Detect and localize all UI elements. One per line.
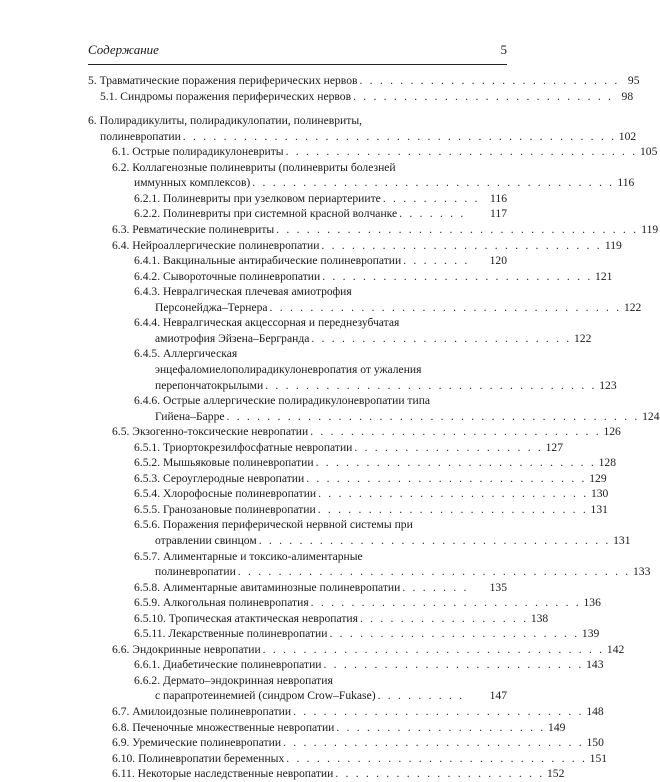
toc-page-number: 120 (489, 254, 507, 268)
toc-entry-title: 6.4.2. Сывороточные полиневропатии (134, 269, 321, 283)
toc-entry-6-10[interactable]: 6.10. Полиневропатии беременных . . . . . . . . . . . . . . . . . . . . . . . . . . . . . . 151 (112, 751, 608, 765)
toc-entry-6-4-6-line1: 6.4.6. Острые аллергические полирадикулоневропатии типа (134, 394, 431, 407)
toc-entry-6-5-10[interactable]: 6.5.10. Тропическая атактическая невропатия . . . . . . . . . . . . . . . . . 138 (134, 611, 549, 625)
toc-entry-6-4-5[interactable]: перепончатокрылыми . . . . . . . . . . . . . . . . . . . . . . . . . . . . . . . . . 123 (155, 378, 617, 392)
toc-entry-title: 6.5.2. Мышьяковые полиневропатии (134, 456, 314, 470)
toc-entry-title: с парапротеинемией (синдром Crow–Fukase) (155, 689, 376, 703)
toc-entry-6-6-2-line1: 6.6.2. Дермато–эндокринная невропатия (134, 673, 333, 687)
toc-page-number: 151 (589, 751, 608, 765)
toc-entry-title: 6.10. Полиневропатии беременных (112, 751, 285, 765)
toc-entry-title: 6.6.1. Диабетические полиневропатии (134, 658, 322, 672)
toc-entry-6-6-2[interactable]: с парапротеинемией (синдром Crow–Fukase) . . . . . . . . . 147 (155, 689, 507, 703)
toc-entry-6-4-4-line1: 6.4.4. Невралгическая акцессорная и переднезубчатая (134, 316, 400, 330)
running-header (88, 42, 507, 62)
toc-entry-6-5-7[interactable]: полиневропатии . . . . . . . . . . . . . . . . . . . . . . . . . . . . . . . . . . . . . . . 133 (155, 565, 651, 579)
toc-entry-title: 6.5.10. Тропическая атактическая невропатия (134, 611, 358, 625)
toc-entry-6-2-2[interactable]: 6.2.2. Полиневриты при системной красной волчанке . . . . . . . 117 (134, 207, 507, 221)
toc-entry-title: 6.5.11. Лекарственные полиневропатии (134, 627, 328, 641)
toc-entry-title: полиневропатии (100, 129, 181, 143)
toc-entry-title: 6.1. Острые полирадикулоневриты (112, 145, 284, 159)
toc-page-number: 135 (489, 580, 507, 594)
toc-entry-title: 6.11. Некоторые наследственные невропатии (112, 767, 334, 781)
toc-entry-title: 6.7. Амилоидозные полиневропатии (112, 705, 292, 718)
toc-entry-title: иммунных комплексов) (134, 176, 251, 190)
toc-entry-title: Персонейджа–Тернера (155, 300, 268, 314)
toc-page-number: 122 (623, 300, 642, 314)
toc-page-number: 119 (604, 238, 622, 252)
toc-entry-6-4-5-line2: энцефаломиелополирадикулоневропатия от ужаления (155, 362, 422, 376)
toc-entry-5-1[interactable]: 5.1. Синдромы поражения периферических нервов . . . . . . . . . . . . . . . . . . . . . . . . . . 98 (100, 89, 634, 103)
toc-page-number: 143 (586, 658, 604, 672)
toc-page-number: 133 (633, 565, 651, 579)
toc-entry-ch6[interactable]: полиневропатии . . . . . . . . . . . . . . . . . . . . . . . . . . . . . . . . . . . . . . . . . . . 102 (100, 129, 637, 143)
toc-page-number: 98 (621, 89, 634, 103)
toc-entry-title: полиневропатии (155, 565, 236, 579)
toc-entry-6-5-5[interactable]: 6.5.5. Гранозановые полиневропатии . . . . . . . . . . . . . . . . . . . . . . . . . . . 131 (134, 502, 608, 516)
toc-entry-title: 6.3. Ревматические полиневриты (112, 223, 275, 236)
toc-entry-6-2-1[interactable]: 6.2.1. Полиневриты при узелковом периартериите . . . . . . . . . . 116 (134, 191, 507, 205)
toc-entry-6-5-1[interactable]: 6.5.1. Триортокрезилфосфатные невропатии . . . . . . . . . . . . . . . . . . . 127 (134, 440, 564, 454)
toc-page-number: 122 (574, 331, 592, 345)
toc-entry-6-11[interactable]: 6.11. Некоторые наследственные невропатии . . . . . . . . . . . . . . . . . . . . . 152 (112, 767, 565, 781)
toc-entry-6-5-8[interactable]: 6.5.8. Алиментарные авитаминозные полиневропатии . . . . . . . 135 (134, 580, 507, 594)
toc-entry-6-7[interactable]: 6.7. Амилоидозные полиневропатии . . . . . . . . . . . . . . . . . . . . . . . . . . . . . 148 (112, 705, 604, 718)
toc-entry-6-4-4[interactable]: амиотрофия Эйзена–Бергранда . . . . . . . . . . . . . . . . . . . . . . . . . . 122 (155, 331, 592, 345)
toc-page-number: 95 (627, 74, 640, 87)
toc-entry-6-5-7-line1: 6.5.7. Алиментарные и токсико-алиментарные (134, 549, 363, 563)
toc-entry-6-5[interactable]: 6.5. Экзогенно-токсические невропатии . . . . . . . . . . . . . . . . . . . . . . . . . . . . . 126 (112, 425, 621, 439)
toc-entry-title: 6.5.4. Хлорофосные полиневропатии (134, 487, 317, 501)
header-rule (88, 64, 507, 65)
toc-entry-6-1[interactable]: 6.1. Острые полирадикулоневриты . . . . . . . . . . . . . . . . . . . . . . . . . . . . . . . . . . . 105 (112, 145, 658, 159)
toc-page-number: 149 (548, 720, 566, 734)
toc-page-number: 119 (641, 223, 659, 236)
toc-page-number: 121 (595, 269, 613, 283)
toc-page-number: 123 (599, 378, 617, 392)
toc-entry-6-4-3[interactable]: Персонейджа–Тернера . . . . . . . . . . . . . . . . . . . . . . . . . . . . . . . . . . . 122 (155, 300, 642, 314)
header-page-number: 5 (500, 42, 507, 57)
toc-page-number: 147 (489, 689, 507, 703)
toc-entry-6-4-6[interactable]: Гийена–Барре . . . . . . . . . . . . . . . . . . . . . . . . . . . . . . . . . . . . . . . . . 124 (155, 409, 660, 423)
toc-entry-title: 6.5.1. Триортокрезилфосфатные невропатии (134, 440, 353, 454)
toc-entry-ch6-line1: 6. Полирадикулиты, полирадикулопатии, полиневриты, (88, 114, 363, 128)
toc-entry-title: перепончатокрылыми (155, 378, 264, 392)
toc-entry-6-6-1[interactable]: 6.6.1. Диабетические полиневропатии . . . . . . . . . . . . . . . . . . . . . . . . . . 143 (134, 658, 604, 672)
toc-entry-title: 6.5.3. Сероуглеродные невропатии (134, 471, 305, 485)
toc-entry-6-6[interactable]: 6.6. Эндокринные невропатии . . . . . . . . . . . . . . . . . . . . . . . . . . . . . . . . . . 142 (112, 642, 625, 656)
toc-page-number: 152 (546, 767, 565, 781)
toc-entry-6-3[interactable]: 6.3. Ревматические полиневриты . . . . . . . . . . . . . . . . . . . . . . . . . . . . . . . . . . . . 119 (112, 223, 659, 236)
toc-page-number: 127 (545, 440, 564, 454)
toc-entry-title: 6.2.2. Полиневриты при системной красной волчанке (134, 207, 398, 221)
toc-page-number: 129 (589, 471, 607, 485)
toc-entry-title: 6.2.1. Полиневриты при узелковом периартериите (134, 191, 381, 205)
toc-page-number: 116 (490, 191, 507, 205)
toc-entry-title: 5.1. Синдромы поражения периферических нервов (100, 89, 352, 103)
toc-page-number: 105 (639, 145, 658, 159)
toc-page-number: 131 (613, 534, 631, 547)
toc-page-number: 138 (530, 611, 549, 625)
toc-entry-title: 6.5. Экзогенно-токсические невропатии (112, 425, 309, 439)
toc-entry-6-5-6-line1: 6.5.6. Поражения периферической нервной системы при (134, 518, 413, 532)
toc-entry-title: 5. Травматические поражения периферических нервов (88, 74, 358, 87)
toc-entry-title: 6.6. Эндокринные невропатии (112, 642, 261, 656)
toc-page-number: 139 (581, 627, 600, 641)
header-title: Содержание (88, 42, 159, 57)
toc-entry-6-5-2[interactable]: 6.5.2. Мышьяковые полиневропатии . . . . . . . . . . . . . . . . . . . . . . . . . . . . 128 (134, 456, 616, 470)
toc-entry-title: амиотрофия Эйзена–Бергранда (155, 331, 310, 345)
toc-entry-6-2-line1: 6.2. Коллагенозные полиневриты (полиневриты болезней (112, 160, 396, 174)
toc-entry-6-4-1[interactable]: 6.4.1. Вакцинальные антирабические полиневропатии . . . . . . . 120 (134, 254, 507, 268)
toc-entry-6-5-9[interactable]: 6.5.9. Алкогольная полиневропатия . . . . . . . . . . . . . . . . . . . . . . . . . . . 136 (134, 596, 601, 610)
toc-page-number: 130 (590, 487, 609, 501)
toc-page-number: 102 (618, 129, 637, 143)
toc-page-number: 117 (490, 207, 507, 221)
toc-page-number: 126 (603, 425, 621, 439)
toc-entry-title: 6.4.1. Вакцинальные антирабические полиневропатии (134, 254, 402, 268)
toc-entry-title: 6.5.9. Алкогольная полиневропатия (134, 596, 309, 610)
toc-entry-6-5-4[interactable]: 6.5.4. Хлорофосные полиневропатии . . . . . . . . . . . . . . . . . . . . . . . . . . . 130 (134, 487, 609, 501)
toc-page-number: 148 (586, 705, 604, 718)
toc-page-number: 124 (642, 409, 660, 423)
toc-page-number: 128 (598, 456, 616, 470)
toc-entry-title: отравлении свинцом (155, 534, 257, 547)
toc-entry-6-9[interactable]: 6.9. Уремические полиневропатии . . . . . . . . . . . . . . . . . . . . . . . . . . . . . . 150 (112, 736, 604, 750)
toc-entry-6-5-6[interactable]: отравлении свинцом . . . . . . . . . . . . . . . . . . . . . . . . . . . . . . . . . . . 131 (155, 534, 631, 547)
toc-entry-6-5-3[interactable]: 6.5.3. Сероуглеродные невропатии . . . . . . . . . . . . . . . . . . . . . . . . . . . . 129 (134, 471, 607, 485)
toc-entry-title: 6.5.5. Гранозановые полиневропатии (134, 502, 316, 516)
toc-entry-6-4[interactable]: 6.4. Нейроаллергические полиневропатии . . . . . . . . . . . . . . . . . . . . . . . . . . . . 119 (112, 238, 622, 252)
toc-page-number: 136 (583, 596, 601, 610)
toc-entry-6-4-3-line1: 6.4.3. Невралгическая плечевая амиотрофия (134, 285, 352, 299)
toc-entry-6-4-5-line1: 6.4.5. Аллергическая (134, 347, 238, 361)
toc-entry-title: 6.5.8. Алиментарные авитаминозные полиневропатии (134, 580, 401, 594)
toc-entry-6-2[interactable]: иммунных комплексов) . . . . . . . . . . . . . . . . . . . . . . . . . . . . . . . . . . . . 116 (134, 176, 635, 190)
toc-entry-6-4-2[interactable]: 6.4.2. Сывороточные полиневропатии . . . . . . . . . . . . . . . . . . . . . . . . . . . 121 (134, 269, 613, 283)
toc-page-number: 150 (586, 736, 604, 750)
toc-page-number: 142 (606, 642, 625, 656)
toc-entry-6-8[interactable]: 6.8. Печеночные множественные невропатии . . . . . . . . . . . . . . . . . . . . . 149 (112, 720, 566, 734)
toc-entry-ch5[interactable]: 5. Травматические поражения периферических нервов . . . . . . . . . . . . . . . . . . . . . . . . . . 95 (88, 74, 640, 87)
toc-page-number: 131 (590, 502, 608, 516)
toc-entry-title: Гийена–Барре (155, 409, 225, 423)
toc-entry-title: 6.4. Нейроаллергические полиневропатии (112, 238, 320, 252)
toc-entry-6-5-11[interactable]: 6.5.11. Лекарственные полиневропатии . . . . . . . . . . . . . . . . . . . . . . . . . 139 (134, 627, 600, 641)
toc-entry-title: 6.8. Печеночные множественные невропатии (112, 720, 335, 734)
toc-page-number: 116 (617, 176, 635, 190)
toc-entry-title: 6.9. Уремические полиневропатии (112, 736, 282, 750)
